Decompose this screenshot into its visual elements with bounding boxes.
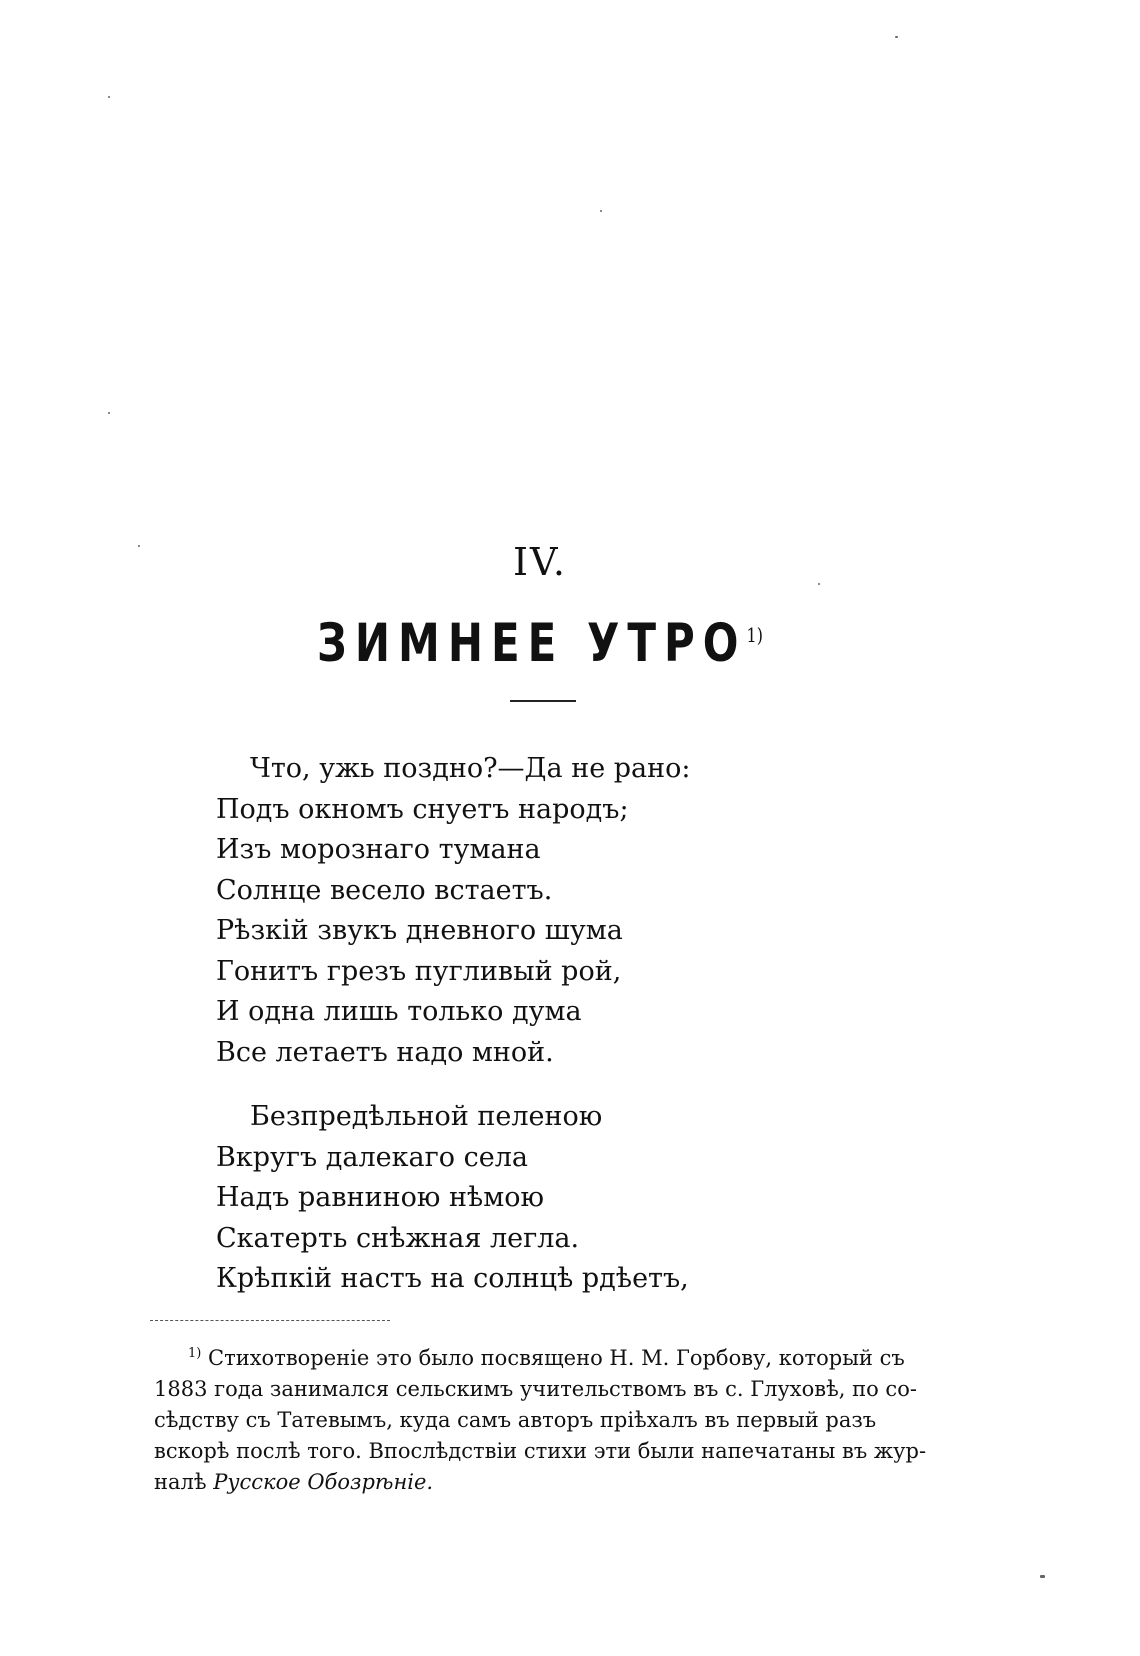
scan-speck <box>818 583 820 585</box>
footnote-line <box>154 1338 944 1374</box>
verse-line: Скатерть снѣжная легла. <box>216 1222 580 1254</box>
stanza-1 <box>216 749 690 1073</box>
scan-speck <box>1040 1575 1045 1578</box>
footnote <box>154 1338 944 1498</box>
footnote-line: вскорѣ послѣ того. Впослѣдствіи стихи эти были напечатаны въ жур- <box>154 1439 927 1463</box>
verse-line: Подъ окномъ снуетъ народъ; <box>216 793 629 825</box>
section-number: IV. <box>513 540 567 584</box>
scan-speck <box>108 412 110 414</box>
verse-line: Надъ равниною нѣмою <box>216 1182 544 1213</box>
verse-line: Рѣзкій звукъ дневного шума <box>216 915 623 946</box>
journal-title: Русское Обозрѣніе. <box>213 1470 434 1494</box>
title-divider <box>510 700 576 702</box>
footnote-text: налѣ <box>154 1470 207 1494</box>
verse-line: Крѣпкій настъ на солнцѣ рдѣетъ, <box>216 1263 689 1294</box>
verse-line: Что, ужь поздно?—Да не рано: <box>250 753 691 784</box>
verse-line: Вкругъ далекаго села <box>216 1141 528 1173</box>
verse-line: Безпредѣльной пеленою <box>250 1101 603 1132</box>
poem-title <box>0 612 1080 673</box>
footnote-text: Стихотвореніе это было посвящено Н. М. Горбову, который съ <box>208 1346 905 1370</box>
footnote-separator <box>150 1320 390 1321</box>
footnote-mark: 1) <box>188 1346 202 1361</box>
verse-line: Изъ морознаго тумана <box>216 834 541 865</box>
footnote-line: 1883 года занимался сельскимъ учительствомъ въ с. Глуховѣ, по со- <box>154 1377 917 1401</box>
footnote-line: сѣдству съ Татевымъ, куда самъ авторъ пріѣхалъ въ первый разъ <box>154 1408 877 1432</box>
poem-title-text: ЗИМНЕЕ УТРО <box>317 612 747 674</box>
verse-line: Все летаетъ надо мной. <box>216 1036 554 1068</box>
scan-speck <box>600 210 602 212</box>
verse-line: Гонитъ грезъ пугливый рой, <box>216 955 622 987</box>
footnote-line <box>154 1467 944 1498</box>
scan-speck <box>138 545 140 547</box>
title-footnote-mark: 1) <box>746 623 763 647</box>
scan-speck <box>895 36 898 38</box>
verse-line: И одна лишь только дума <box>216 996 582 1027</box>
verse-line: Солнце весело встаетъ. <box>216 874 553 906</box>
scan-speck <box>108 96 110 98</box>
stanza-2 <box>216 1097 689 1300</box>
